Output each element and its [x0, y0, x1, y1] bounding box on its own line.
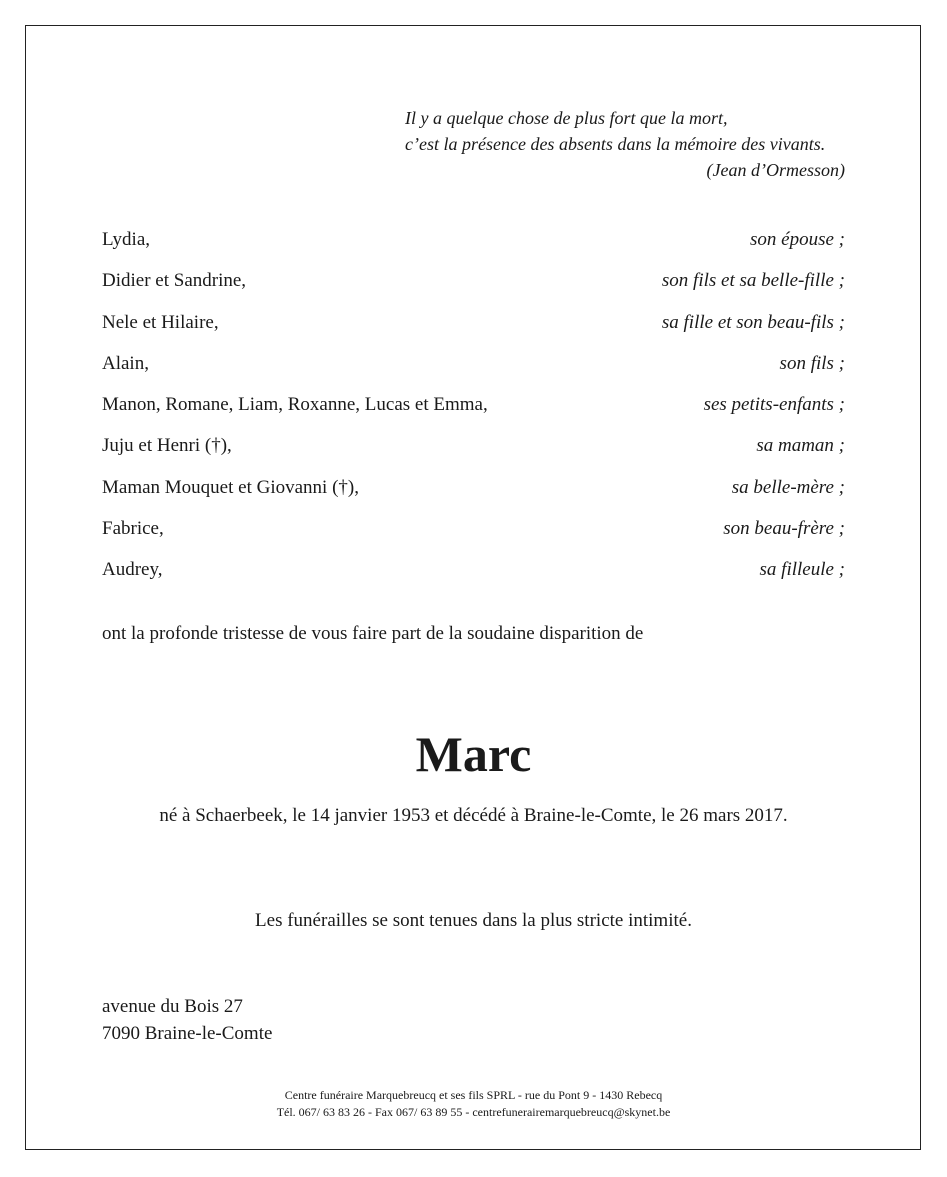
announcement-text: ont la profonde tristesse de vous faire part de la soudaine disparition de: [102, 623, 644, 644]
family-member-relation: sa maman ;: [756, 435, 845, 457]
family-member-relation: sa belle-mère ;: [731, 476, 845, 498]
family-member-name: Didier et Sandrine,: [102, 270, 247, 292]
quote-line-2: c’est la présence des absents dans la mémoire des vivants.: [405, 134, 826, 154]
quote-line-1: Il y a quelque chose de plus fort que la mort,: [405, 108, 728, 128]
deceased-name: Marc: [415, 726, 532, 782]
family-member-relation: ses petits-enfants ;: [703, 394, 845, 416]
footer-line-1: Centre funéraire Marquebreucq et ses fils SPRL - rue du Pont 9 - 1430 Rebecq: [284, 1088, 663, 1102]
funeral-note: Les funérailles se sont tenues dans la plus stricte intimité.: [255, 910, 692, 931]
family-row: [102, 474, 845, 515]
epigraph-quote: [405, 105, 845, 183]
footer-line-2: Tél. 067/ 63 83 26 - Fax 067/ 63 89 55 - centrefunerairemarquebreucq@skynet.be: [276, 1105, 671, 1119]
family-row: [102, 350, 845, 391]
family-row: [102, 309, 845, 350]
family-row: [102, 391, 845, 432]
family-row: [102, 267, 845, 308]
quote-author: (Jean d’Ormesson): [706, 160, 845, 180]
family-row: [102, 515, 845, 556]
family-member-relation: son épouse ;: [750, 229, 845, 250]
family-list: [102, 226, 845, 598]
family-row: [102, 226, 845, 267]
family-member-name: Alain,: [102, 352, 149, 374]
family-address: [102, 993, 272, 1047]
family-member-name: Audrey,: [102, 559, 163, 581]
family-member-name: Nele et Hilaire,: [102, 311, 219, 333]
family-member-name: Juju et Henri (†),: [102, 435, 232, 457]
funeral-home-footer: [0, 1087, 947, 1121]
family-member-relation: son beau-frère ;: [723, 518, 845, 540]
family-row: [102, 432, 845, 473]
family-member-name: Maman Mouquet et Giovanni (†),: [102, 476, 359, 498]
family-row: [102, 556, 845, 597]
birth-death-dates: né à Schaerbeek, le 14 janvier 1953 et décédé à Braine-le-Comte, le 26 mars 2017.: [159, 805, 788, 826]
address-street: avenue du Bois 27: [102, 996, 243, 1017]
family-member-name: Lydia,: [102, 229, 151, 250]
family-member-relation: son fils et sa belle-fille ;: [661, 270, 845, 292]
family-member-name: Fabrice,: [102, 518, 164, 540]
family-member-relation: sa filleule ;: [759, 559, 845, 581]
family-member-relation: sa fille et son beau-fils ;: [661, 311, 845, 333]
family-member-relation: son fils ;: [779, 352, 845, 374]
address-city: 7090 Braine-le-Comte: [102, 1023, 273, 1044]
family-member-name: Manon, Romane, Liam, Roxanne, Lucas et Emma,: [102, 394, 488, 416]
